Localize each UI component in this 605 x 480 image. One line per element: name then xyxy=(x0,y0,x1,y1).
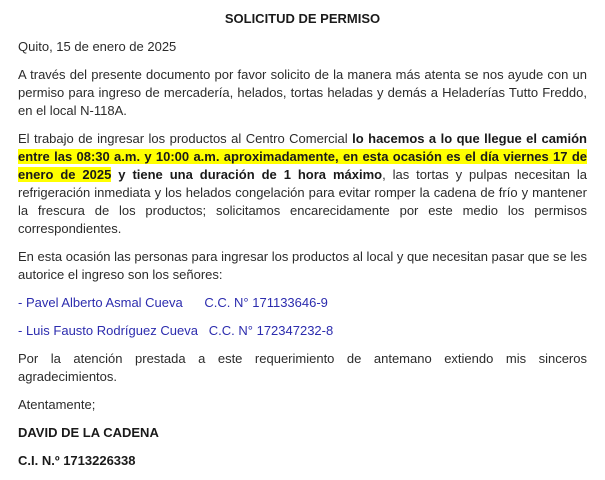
person-entry xyxy=(18,294,587,312)
paragraph-schedule-intro: El trabajo de ingresar los productos al Centro Comercial xyxy=(18,131,353,146)
paragraph-request: A través del presente documento por favor solicito de la manera más atenta se nos ayude con un permiso para ingreso de mercadería, helados, tortas heladas y demás a Heladerías Tutto Freddo, en el local N-118A. xyxy=(18,67,587,118)
signature-id: C.I. N.º 1713226338 xyxy=(18,453,136,468)
paragraph-persons-intro: En esta ocasión las personas para ingresar los productos al local y que necesitan pasar que se les autorice el ingreso son los señores: xyxy=(18,249,587,282)
signature-name: DAVID DE LA CADENA xyxy=(18,425,159,440)
person-entry xyxy=(18,322,587,340)
paragraph-schedule xyxy=(18,130,587,238)
person-name: - Luis Fausto Rodríguez Cueva xyxy=(18,323,198,338)
paragraph-schedule-duration: y tiene una duración de 1 hora máximo xyxy=(111,167,383,182)
document-title: SOLICITUD DE PERMISO xyxy=(224,11,381,26)
person-id: C.C. N° 171133646-9 xyxy=(204,295,328,310)
person-name: - Pavel Alberto Asmal Cueva xyxy=(18,295,183,310)
paragraph-schedule-bold: lo hacemos a lo que llegue el camión xyxy=(352,131,587,146)
paragraph-schedule-highlight: entre las 08:30 a.m. y 10:00 a.m. aproximadamente, en esta ocasión es el día viernes 17 de enero de 2025 xyxy=(18,149,587,182)
person-id: C.C. N° 172347232-8 xyxy=(208,323,334,338)
paragraph-schedule-rest: , las tortas y pulpas necesitan la refrigeración inmediata y los helados congelación para evitar romper la cadena de frío y mantener la frescura de los productos; solicitamos encarecidamente por este medio los permisos correspondientes. xyxy=(18,167,587,236)
paragraph-thanks: Por la atención prestada a este requerimiento de antemano extiendo mis sinceros agradecimientos. xyxy=(18,351,587,384)
closing-line: Atentamente; xyxy=(18,397,96,412)
date-line: Quito, 15 de enero de 2025 xyxy=(18,39,177,54)
